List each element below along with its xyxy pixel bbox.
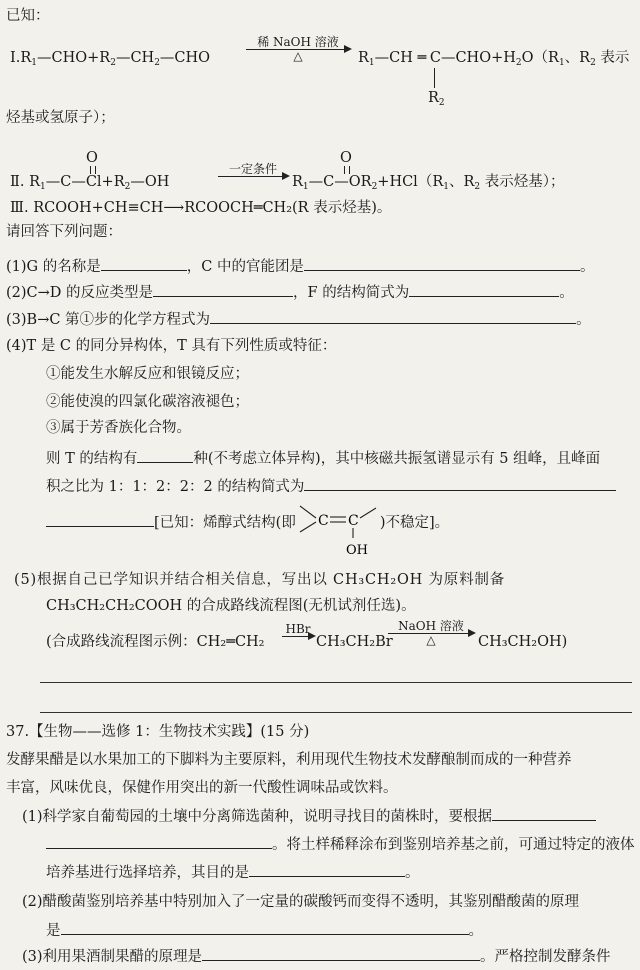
example-arrow-hbr: HBr <box>282 620 314 640</box>
reaction-3: Ⅲ. RCOOH+CH≡CH⟶RCOOCH═CH₂(R 表示烃基)。 <box>10 200 392 216</box>
answer-blank[interactable] <box>409 282 559 297</box>
enol-structure <box>296 498 380 558</box>
enol-carbon-2: C <box>348 513 359 529</box>
q37-para-line-1: 发酵果醋是以水果加工的下脚料为主要原料，利用现代生物技术发酵酿制而成的一种营养 <box>6 752 572 768</box>
question-4-property-2: ②能使溴的四氯化碳溶液褪色； <box>46 394 249 410</box>
question-5-line-1: (5)根据自己已学知识并结合相关信息，写出以 CH₃CH₂OH 为原料制备 <box>14 572 505 588</box>
answer-blank[interactable] <box>202 946 480 961</box>
reaction-2-o-left: O <box>86 150 98 166</box>
answer-blank[interactable] <box>137 448 193 463</box>
question-5-line-2: CH₃CH₂CH₂COOH 的合成路线流程图(无机试剂任选)。 <box>46 598 416 614</box>
q37-sub1-line-3: 培养基进行选择培养，其目的是 。 <box>46 862 420 883</box>
q37-sub2-line-2: 是 。 <box>46 920 483 941</box>
example-arrow-naoh: NaOH 溶液 △ <box>388 620 474 647</box>
q37-sub1-line-2: 。将土样稀释涂布到鉴别培养基之前，可通过特定的液体 <box>46 834 635 855</box>
answer-blank[interactable] <box>46 834 272 849</box>
reaction-1-arrow: 稀 NaOH 溶液 △ <box>246 36 352 63</box>
example-product: CH₃CH₂OH) <box>478 634 568 650</box>
question-4-property-1: ①能发生水解反应和银镜反应； <box>46 366 249 382</box>
answer-blank[interactable] <box>304 476 616 491</box>
q37-heading: 37.【生物——选修 1：生物技术实践】(15 分) <box>6 724 310 740</box>
answer-line[interactable] <box>40 712 632 713</box>
answer-blank[interactable] <box>304 256 580 271</box>
answer-blank[interactable] <box>46 512 154 527</box>
question-4-line-1: 则 T 的结构有 种(不考虑立体异构)，其中核磁共振氢谱显示有 5 组峰，且峰面 <box>46 448 600 469</box>
question-1: (1)G 的名称是 ，C 中的官能团是 。 <box>6 256 594 277</box>
enol-carbon-1: C <box>318 513 329 529</box>
reaction-2-product: $R_1—C—OR_2+HCl(R_1$、$R_2$ 表示烃基）； <box>292 174 565 192</box>
enol-hydroxyl: OH <box>346 543 368 558</box>
question-4-line-3: [已知：烯醇式结构(即 )不稳定]。 <box>46 512 449 533</box>
question-5-example: (合成路线流程图示例：CH₂═CH₂ <box>46 634 265 650</box>
answer-blank[interactable] <box>249 862 405 877</box>
reaction-1-product: $R_1—CH$ ═ $C—CHO+H_2O(R_1$、$R_2$ 表示 <box>358 50 630 68</box>
reaction-1-label: Ⅰ. <box>10 50 21 66</box>
q37-sub2-line-1: (2)醋酸菌鉴别培养基中特别加入了一定量的碳酸钙而变得不透明，其鉴别醋酸菌的原理 <box>22 894 580 910</box>
answer-blank[interactable] <box>61 920 469 935</box>
reaction-1-cont: 烃基或氢原子）； <box>6 110 115 126</box>
answer-blank[interactable] <box>101 256 187 271</box>
answer-blank[interactable] <box>153 282 293 297</box>
reaction-1-branch: $R_2$ <box>428 90 445 108</box>
reaction-2-o-right: O <box>340 150 352 166</box>
question-4-line-2: 积之比为 1：1：2：2：2 的结构简式为 <box>46 476 616 497</box>
answer-blank[interactable] <box>210 309 576 324</box>
questions-intro: 请回答下列问题： <box>6 224 122 240</box>
example-intermediate: CH₃CH₂Br <box>316 634 393 650</box>
known-heading: 已知： <box>6 8 50 24</box>
q37-sub1-line-1: (1)科学家自葡萄园的土壤中分离筛选菌种，说明寻找目的菌株时，要根据 <box>22 806 596 827</box>
reaction-1-lhs: $Ⅰ.R_1—CHO+R_2—CH_2—CHO$ <box>10 50 211 68</box>
reaction-2-arrow: 一定条件 <box>218 160 288 180</box>
question-3: (3)B→C 第①步的化学方程式为 。 <box>6 309 591 330</box>
question-2: (2)C→D 的反应类型是 ，F 的结构简式为 。 <box>6 282 574 303</box>
answer-line[interactable] <box>40 682 632 683</box>
question-4: (4)T 是 C 的同分异构体，T 具有下列性质或特征： <box>6 338 337 354</box>
q37-sub3: (3)利用果酒制果醋的原理是 。严格控制发酵条件 <box>22 946 611 967</box>
answer-blank[interactable] <box>492 806 596 821</box>
q37-para-line-2: 丰富，风味优良，保健作用突出的新一代酸性调味品或饮料。 <box>6 780 398 796</box>
reaction-1-branch-bond <box>434 68 435 88</box>
reaction-2-lhs: Ⅱ. $R_1—C—Cl+R_2—OH$ <box>10 174 170 192</box>
question-4-property-3: ③属于芳香族化合物。 <box>46 420 191 436</box>
